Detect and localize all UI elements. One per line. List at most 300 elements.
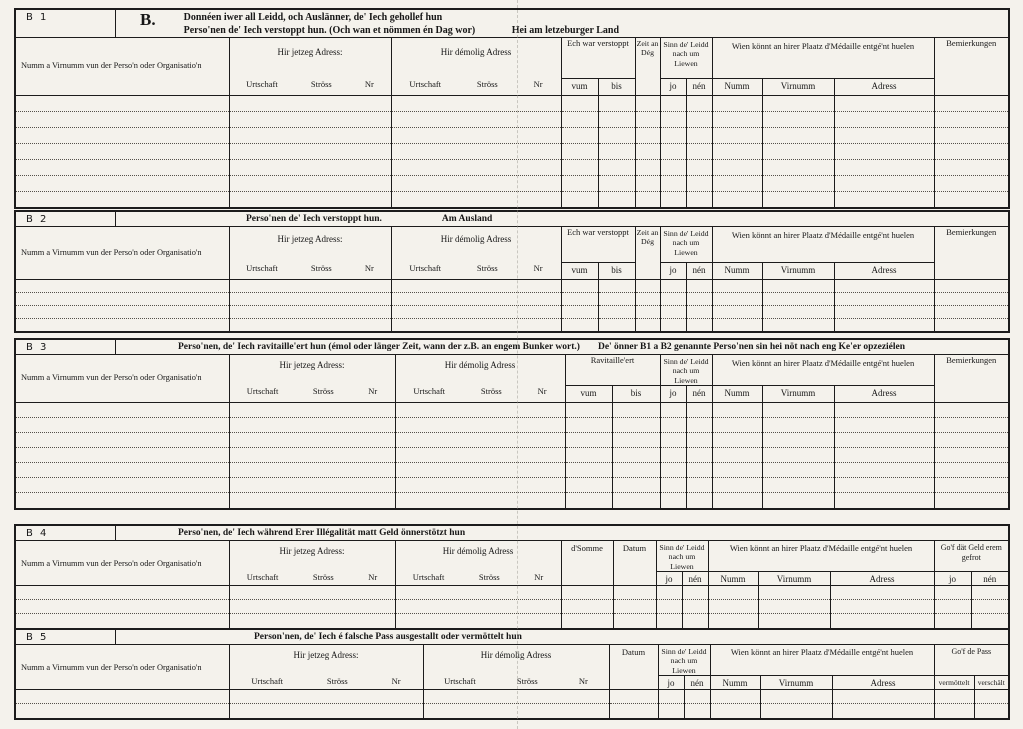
cell-jo [660,143,686,159]
cell-pass-verschalt [974,704,1008,718]
b1-body [16,95,1008,207]
sub-nr: Nr [364,262,374,273]
table-row [16,318,1008,331]
cell-current-address [229,191,391,207]
cell-name [16,586,229,600]
section-b4 [14,524,1010,630]
cell-adress [830,586,934,600]
sub-geld-nen: nén [971,572,1008,586]
b3-title: Perso'nen, de' Iech ravitaille'ert hun (émol oder länger Zeit, wann der z.B. an engem Bunker wort.) [178,342,580,352]
cell-former-address [391,305,561,318]
cell-name [16,111,229,127]
cell-name [16,403,229,418]
b2-body [16,279,1008,331]
table-row [16,305,1008,318]
cell-current-address [229,418,395,433]
sub-virnumm: Virnumm [762,78,834,95]
current-address-label: Hir jetzeg Adress: [277,47,343,57]
cell-numm [712,478,762,493]
cell-remarks [934,175,1008,191]
sub-jo: jo [660,386,686,403]
cell-name [16,704,229,718]
address-sublabels [230,572,395,583]
cell-name [16,433,229,448]
col-former-address [391,38,561,95]
cell-zeit [635,318,660,331]
sub-numm: Numm [712,78,762,95]
current-address-label: Hir jetzeg Adress: [293,650,359,660]
sub-adress: Adress [830,572,934,586]
cell-virnumm [762,493,834,508]
cell-virnumm [762,159,834,175]
cell-jo [660,175,686,191]
cell-vum [561,318,598,331]
address-sublabels [396,386,565,397]
sub-nr: Nr [537,386,547,397]
cell-geld-nen [971,600,1008,614]
cell-nen [686,403,712,418]
cell-jo [660,292,686,305]
sub-numm: Numm [712,386,762,403]
cell-name [16,478,229,493]
b3-subtitle: De' önner B1 a B2 genannte Perso'nen sin hei nöt nach eng Ke'er opzeziélen [597,342,906,352]
table-row [16,493,1008,508]
cell-bis [598,191,635,207]
b1-table [16,38,1008,207]
cell-nen [686,143,712,159]
cell-nen [686,448,712,463]
sub-nr: Nr [391,675,401,686]
cell-numm [708,614,758,628]
b3-title-bar [16,340,1008,355]
cell-bis [598,95,635,111]
cell-current-address [229,175,391,191]
cell-bis [598,127,635,143]
cell-adress [834,305,934,318]
cell-adress [834,433,934,448]
b5-section-label: B 5 [16,630,116,644]
sub-stross: Ströss [312,386,334,397]
b1-title-line2-text: Perso'nen de' Iech verstoppt hun. (Och wan et nömmen én Dag wor) [183,25,476,36]
sub-virnumm: Virnumm [760,676,832,690]
cell-vum [561,292,598,305]
cell-adress [834,279,934,292]
cell-vum [565,448,612,463]
b4-body [16,586,1008,628]
table-row [16,463,1008,478]
col-alive: Sinn de' Leidd nach um Liewen [660,38,712,78]
cell-vum [561,127,598,143]
cell-numm [712,448,762,463]
table-row [16,586,1008,600]
cell-zeit [635,175,660,191]
cell-adress [830,600,934,614]
address-sublabels [424,676,609,687]
sub-jo: jo [660,78,686,95]
sub-nr: Nr [533,78,543,89]
cell-zeit [635,143,660,159]
cell-virnumm [762,111,834,127]
cell-pass-verschalt [974,690,1008,704]
cell-vum [565,418,612,433]
cell-vum [565,403,612,418]
sub-bis: bis [598,262,635,279]
b3-body [16,403,1008,508]
cell-numm [708,600,758,614]
cell-numm [710,690,760,704]
cell-bis [598,143,635,159]
cell-bis [612,418,660,433]
cell-virnumm [762,478,834,493]
cell-vum [561,159,598,175]
cell-jo [660,478,686,493]
b1-title-line2 [184,24,619,37]
cell-adress [834,403,934,418]
cell-bis [612,463,660,478]
cell-virnumm [762,191,834,207]
cell-virnumm [762,403,834,418]
sub-stross: Ströss [480,386,502,397]
sub-stross: Ströss [478,571,500,582]
sub-virnumm: Virnumm [762,386,834,403]
cell-current-address [229,292,391,305]
cell-adress [834,418,934,433]
section-b2 [14,210,1010,333]
cell-adress [834,95,934,111]
cell-current-address [229,159,391,175]
cell-vum [561,111,598,127]
cell-name [16,279,229,292]
cell-nen [686,463,712,478]
cell-former-address [395,493,565,508]
cell-name [16,143,229,159]
col-datum: Datum [613,541,656,586]
cell-vum [561,175,598,191]
cell-name [16,418,229,433]
cell-former-address [395,614,561,628]
cell-virnumm [762,318,834,331]
cell-current-address [229,478,395,493]
b4-title-bar [16,526,1008,541]
sub-verschalt: verschält [974,676,1008,690]
cell-name [16,127,229,143]
col-name: Numm a Virnumm vun der Perso'n oder Organisatio'n [16,541,229,586]
col-name: Numm a Virnumm vun der Perso'n oder Organisatio'n [16,355,229,403]
cell-name [16,305,229,318]
cell-current-address [229,704,423,718]
cell-current-address [229,143,391,159]
cell-current-address [229,493,395,508]
current-address-label: Hir jetzeg Adress: [277,234,343,244]
cell-jo [658,704,684,718]
cell-name [16,614,229,628]
sub-numm: Numm [712,262,762,279]
cell-numm [712,159,762,175]
sub-jo: jo [658,676,684,690]
cell-remarks [934,143,1008,159]
cell-numm [712,318,762,331]
cell-bis [598,279,635,292]
table-row [16,478,1008,493]
cell-numm [712,111,762,127]
cell-numm [712,403,762,418]
sub-nr: Nr [368,571,378,582]
table-row [16,433,1008,448]
cell-jo [660,159,686,175]
cell-current-address [229,463,395,478]
cell-remarks [934,127,1008,143]
col-name: Numm a Virnumm vun der Perso'n oder Organisatio'n [16,227,229,279]
sub-urtschaft: Urtschaft [246,262,278,273]
cell-zeit [635,111,660,127]
cell-bis [612,403,660,418]
cell-current-address [229,318,391,331]
col-hidden: Ech war verstoppt [561,227,635,262]
sub-urtschaft: Urtschaft [444,675,476,686]
sub-adress: Adress [834,386,934,403]
cell-adress [834,175,934,191]
current-address-label: Hir jetzeg Adress: [279,360,345,370]
sub-urtschaft: Urtschaft [251,675,284,686]
cell-vum [565,493,612,508]
col-alive: Sinn de' Leidd nach um Liewen [656,541,708,572]
cell-former-address [391,143,561,159]
cell-geld-jo [934,614,971,628]
col-medal: Wien könnt an hirer Plaatz d'Médaille entgé'nt huelen [710,645,934,676]
col-geld: Go'f dät Geld erem gefrot [934,541,1008,572]
cell-vum [565,433,612,448]
sub-numm: Numm [708,572,758,586]
cell-jo [660,463,686,478]
cell-bis [598,292,635,305]
sub-numm: Numm [710,676,760,690]
cell-numm [712,175,762,191]
cell-former-address [391,111,561,127]
cell-current-address [229,305,391,318]
cell-virnumm [762,279,834,292]
cell-nen [682,614,708,628]
cell-jo [660,305,686,318]
cell-nen [686,191,712,207]
cell-geld-jo [934,600,971,614]
sub-bis: bis [612,386,660,403]
col-current-address [229,355,395,403]
cell-nen [684,704,710,718]
col-medal: Wien könnt an hirer Plaatz d'Médaille entgé'nt huelen [712,355,934,386]
b5-body [16,690,1008,718]
cell-numm [712,127,762,143]
cell-bis [612,433,660,448]
cell-former-address [391,159,561,175]
cell-virnumm [762,127,834,143]
sub-nr: Nr [368,386,378,397]
cell-jo [660,448,686,463]
col-former-address [423,645,609,690]
cell-virnumm [762,95,834,111]
cell-numm [712,493,762,508]
sub-urtschaft: Urtschaft [412,571,445,582]
b2-subtitle: Am Ausland [441,214,493,224]
cell-numm [712,292,762,305]
cell-bis [598,159,635,175]
cell-bis [612,448,660,463]
col-zeit: Zeit an Dég [635,227,660,279]
cell-jo [660,191,686,207]
cell-former-address [391,95,561,111]
current-address-label: Hir jetzeg Adress: [279,546,345,556]
cell-adress [834,292,934,305]
sub-nr: Nr [534,571,544,582]
cell-bis [598,111,635,127]
cell-nen [686,175,712,191]
cell-name [16,463,229,478]
section-b1 [14,8,1010,209]
b1-title-line1: Donnéen iwer all Leidd, och Auslänner, de' Iech gehollef hun [183,12,443,23]
b4-table [16,541,1008,628]
cell-former-address [395,586,561,600]
cell-nen [686,305,712,318]
cell-current-address [229,95,391,111]
cell-name [16,95,229,111]
table-row [16,279,1008,292]
cell-virnumm [762,305,834,318]
cell-current-address [229,448,395,463]
table-row [16,292,1008,305]
cell-name [16,175,229,191]
cell-former-address [423,704,609,718]
cell-former-address [391,127,561,143]
col-remarks: Bemierkungen [934,227,1008,279]
cell-adress [834,127,934,143]
cell-adress [832,690,934,704]
cell-nen [686,493,712,508]
cell-vum [561,95,598,111]
cell-adress [834,318,934,331]
cell-virnumm [762,418,834,433]
cell-former-address [395,418,565,433]
cell-virnumm [758,586,830,600]
cell-remarks [934,95,1008,111]
b3-table [16,355,1008,508]
cell-jo [660,493,686,508]
cell-geld-nen [971,586,1008,600]
table-row [16,690,1008,704]
b2-title-bar [16,212,1008,227]
address-sublabels [230,79,391,90]
cell-virnumm [762,175,834,191]
section-b3 [14,338,1010,510]
cell-vum [561,143,598,159]
table-row [16,704,1008,718]
cell-vum [565,478,612,493]
address-sublabels [230,263,391,274]
col-medal: Wien könnt an hirer Plaatz d'Médaille entgé'nt huelen [712,227,934,262]
former-address-label: Hir démolig Adress [444,360,516,370]
cell-numm [712,463,762,478]
cell-jo [660,95,686,111]
table-row [16,159,1008,175]
cell-datum [609,704,658,718]
cell-adress [834,448,934,463]
cell-zeit [635,279,660,292]
sub-nen: nén [686,386,712,403]
cell-numm [710,704,760,718]
sub-vum: vum [565,386,612,403]
cell-jo [656,614,682,628]
cell-remarks [934,159,1008,175]
b1-section-letter: B. [140,10,156,29]
cell-datum [613,586,656,600]
table-row [16,614,1008,628]
col-name: Numm a Virnumm vun der Perso'n oder Organisatio'n [16,38,229,95]
cell-bis [598,175,635,191]
cell-numm [712,143,762,159]
cell-remarks [934,191,1008,207]
b2-title: Perso'nen de' Iech verstoppt hun. [246,214,382,224]
col-alive: Sinn de' Leidd nach um Liewen [660,227,712,262]
section-b5 [14,628,1010,720]
cell-zeit [635,159,660,175]
sub-stross: Ströss [516,675,538,686]
cell-vum [561,305,598,318]
cell-adress [834,143,934,159]
cell-former-address [391,292,561,305]
sub-virnumm: Virnumm [762,262,834,279]
cell-datum [609,690,658,704]
cell-bis [612,493,660,508]
cell-nen [686,111,712,127]
cell-current-address [229,600,395,614]
former-address-label: Hir démolig Adress [440,234,512,244]
b2-section-label: B 2 [16,212,116,226]
cell-pass-vermottelt [934,690,974,704]
cell-numm [712,433,762,448]
cell-virnumm [758,614,830,628]
cell-bis [612,478,660,493]
cell-numm [712,418,762,433]
cell-adress [834,159,934,175]
sub-nen: nén [686,78,712,95]
cell-name [16,159,229,175]
cell-adress [830,614,934,628]
cell-jo [660,433,686,448]
cell-geld-nen [971,614,1008,628]
cell-pass-vermottelt [934,704,974,718]
cell-jo [660,111,686,127]
col-pass: Go'f de Pass [934,645,1008,676]
cell-former-address [395,600,561,614]
cell-nen [682,600,708,614]
cell-somme [561,600,613,614]
cell-zeit [635,191,660,207]
b5-table [16,645,1008,718]
cell-vum [561,279,598,292]
col-name: Numm a Virnumm vun der Perso'n oder Organisatio'n [16,645,229,690]
b4-title: Perso'nen, de' Iech während Erer Illégalität matt Geld önnerstötzt hun [178,528,466,538]
cell-former-address [395,463,565,478]
cell-vum [565,463,612,478]
cell-remarks [934,279,1008,292]
col-current-address [229,645,423,690]
cell-zeit [635,305,660,318]
cell-name [16,493,229,508]
cell-zeit [635,127,660,143]
cell-nen [686,292,712,305]
sub-nen: nén [686,262,712,279]
cell-numm [712,279,762,292]
sub-urtschaft: Urtschaft [409,262,442,273]
sub-adress: Adress [834,262,934,279]
